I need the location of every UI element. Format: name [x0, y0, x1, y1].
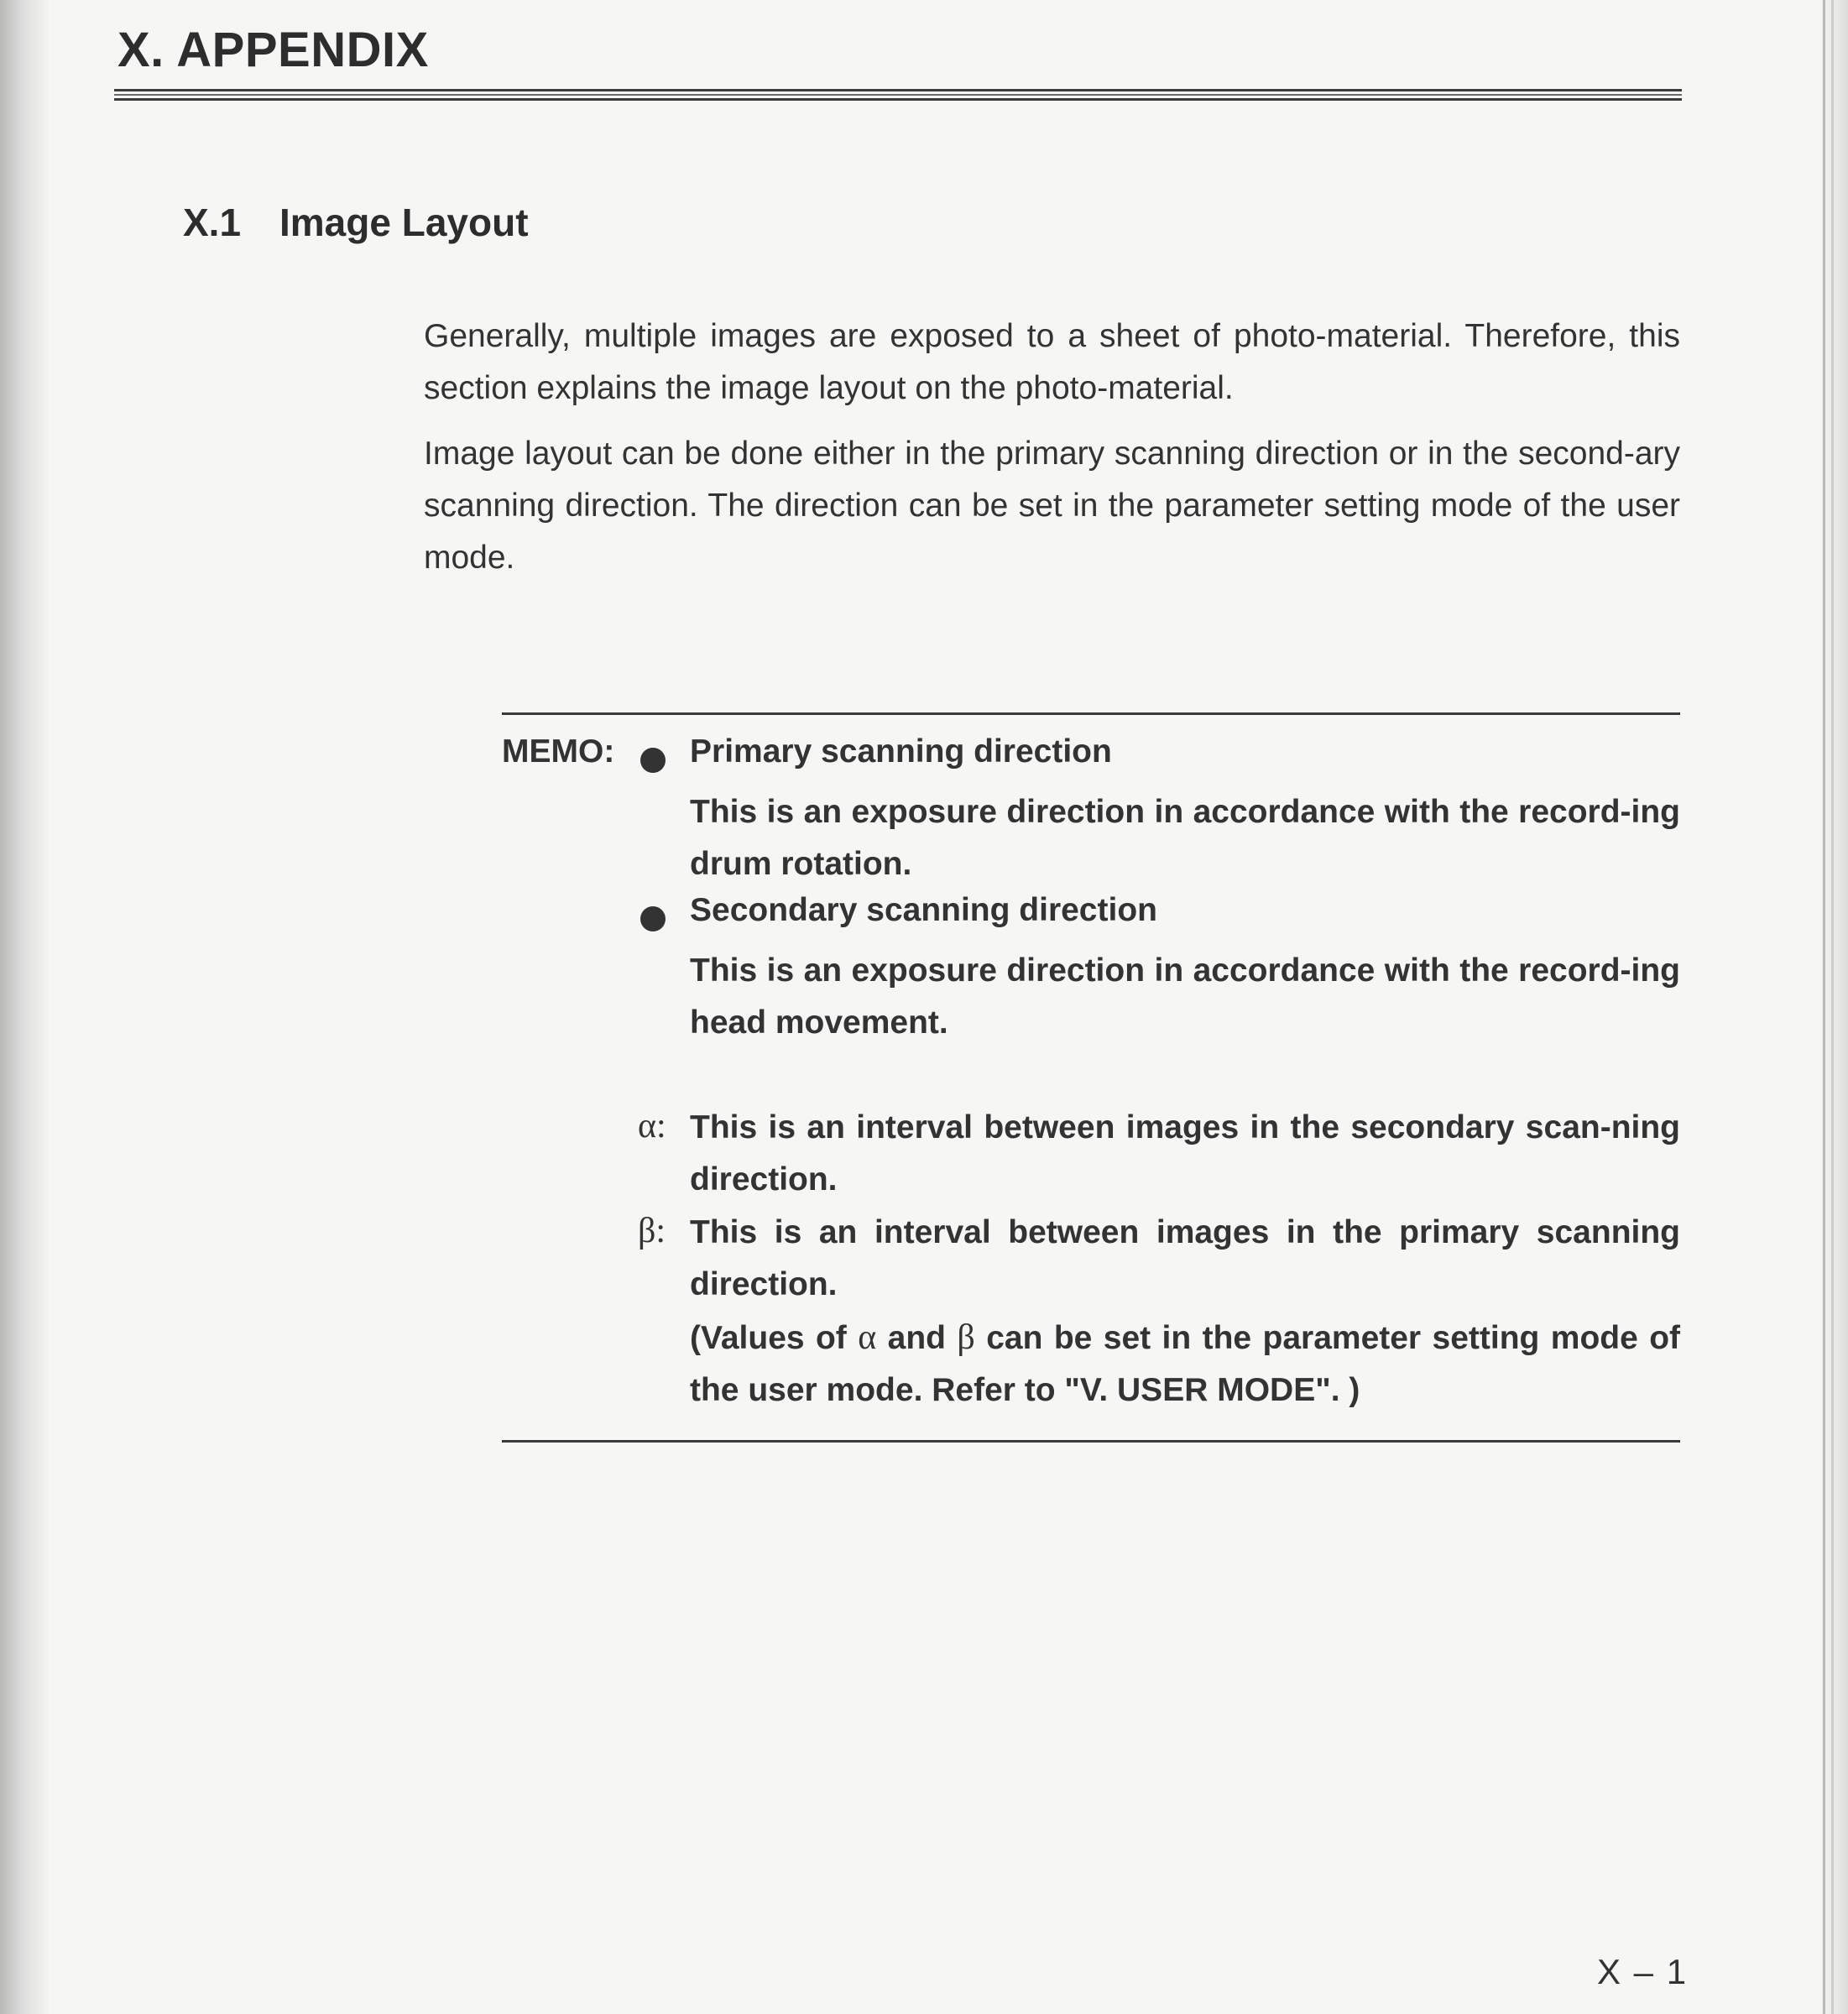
- beta-symbol: β:: [638, 1212, 666, 1250]
- intro-paragraph: Generally, multiple images are exposed to a sheet of photo-material. Therefore, this section explains the image layout on the photo-material.: [424, 318, 1680, 406]
- note-prefix: (Values of: [690, 1320, 847, 1356]
- section-heading: [183, 200, 529, 245]
- memo-label: MEMO:: [502, 733, 615, 770]
- beta-definition: This is an interval between images in the primary scanning direction.: [690, 1214, 1680, 1302]
- title-double-rule: [114, 89, 1682, 101]
- bullet-icon: [640, 906, 666, 931]
- alpha-symbol: α:: [638, 1107, 666, 1145]
- memo-item-text-secondary: This is an exposure direction in accordance with the record-ing head movement.: [690, 952, 1680, 1041]
- page-shadow-left: [0, 0, 50, 2014]
- page-edge-right: [1821, 0, 1848, 2014]
- memo-note: [690, 1312, 1680, 1417]
- memo-item-title-secondary: Secondary scanning direction: [690, 892, 1157, 928]
- bullet-icon: [640, 748, 666, 773]
- note-and: and: [887, 1320, 946, 1356]
- layout-direction-paragraph: Image layout can be done either in the primary scanning direction or in the second-ary scanning direction. The direction can be set in the parameter setting mode of the user mode.: [424, 436, 1680, 576]
- memo-top-rule: [502, 712, 1680, 715]
- note-suffix: can be set in the parameter setting mode of the user mode. Refer to "V. USER MODE". ): [690, 1320, 1680, 1408]
- section-number: X.1: [183, 201, 242, 244]
- section-title: Image Layout: [279, 201, 529, 244]
- memo-bottom-rule: [502, 1440, 1680, 1443]
- note-alpha: α: [858, 1318, 877, 1357]
- memo-item-text-primary: This is an exposure direction in accordance with the record-ing drum rotation.: [690, 794, 1680, 882]
- alpha-definition: This is an interval between images in the secondary scan-ning direction.: [690, 1109, 1680, 1197]
- memo-item-title-primary: Primary scanning direction: [690, 733, 1112, 770]
- chapter-title: X. APPENDIX: [117, 23, 429, 77]
- note-beta: β: [957, 1318, 975, 1357]
- page-number: X – 1: [1597, 1952, 1689, 1991]
